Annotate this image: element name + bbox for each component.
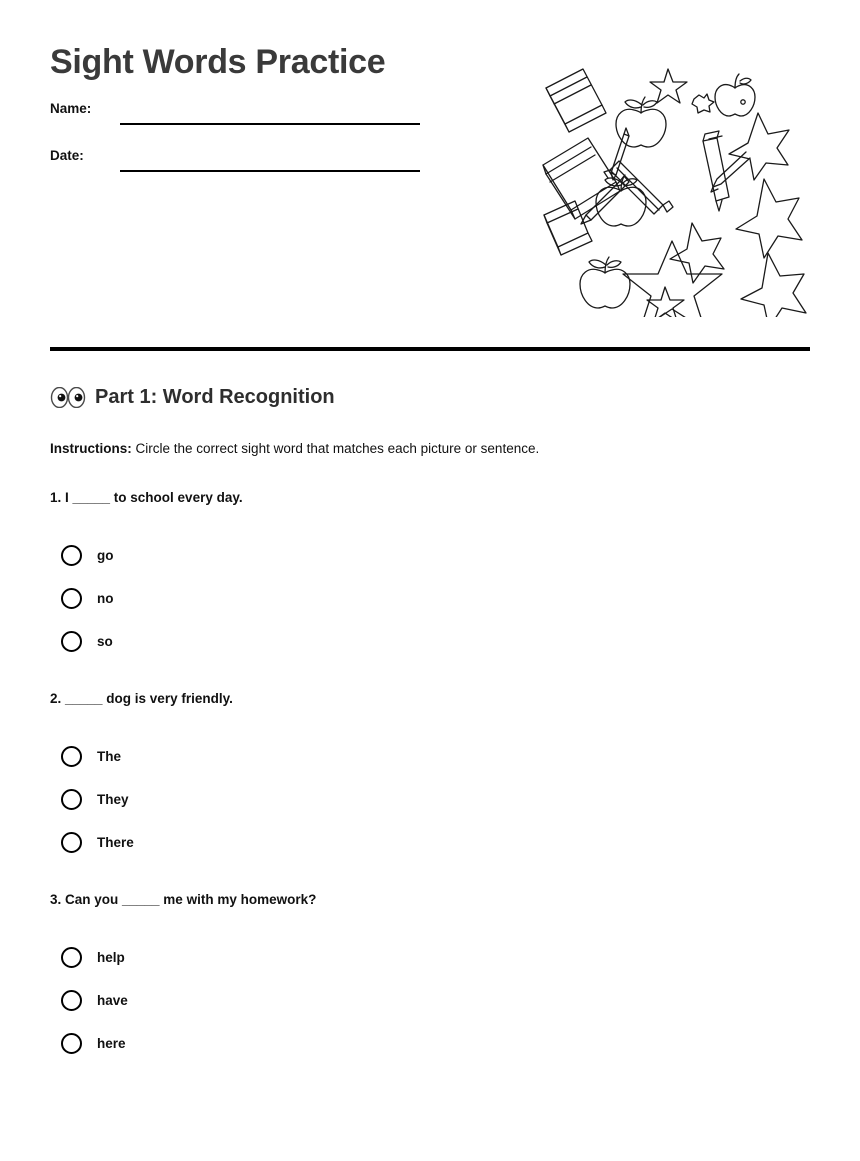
- book-doodle-1: [546, 69, 606, 132]
- worksheet-body: [50, 386, 810, 1077]
- question-spacer: [50, 675, 810, 691]
- star-doodle-3: [711, 113, 789, 192]
- section-divider: [50, 347, 810, 351]
- option-label: They: [97, 791, 129, 807]
- option-circle-icon[interactable]: [61, 789, 82, 810]
- option-circle-icon[interactable]: [61, 832, 82, 853]
- option-row[interactable]: [50, 1022, 810, 1065]
- option-label: here: [97, 1035, 126, 1051]
- star-doodle-4: [736, 179, 802, 258]
- option-label: The: [97, 748, 122, 764]
- apple-doodle-4: [715, 74, 755, 116]
- page-title: Sight Words Practice: [50, 43, 386, 81]
- question-block: [50, 892, 810, 1065]
- option-label: no: [97, 590, 114, 606]
- option-row[interactable]: [50, 534, 810, 577]
- option-circle-icon[interactable]: [61, 545, 82, 566]
- option-label: help: [97, 949, 125, 965]
- star-doodle-7: [741, 253, 806, 317]
- question-text: 3. Can you _____ me with my homework?: [50, 891, 317, 907]
- option-row[interactable]: [50, 735, 810, 778]
- pencil-doodle-1: [611, 128, 629, 180]
- option-circle-icon[interactable]: [61, 990, 82, 1011]
- question-text: 2. _____ dog is very friendly.: [50, 690, 233, 706]
- option-circle-icon[interactable]: [61, 588, 82, 609]
- section-heading-label: Part 1: Word Recognition: [95, 386, 335, 408]
- option-circle-icon[interactable]: [61, 631, 82, 652]
- name-write-in-line[interactable]: [120, 123, 420, 125]
- question-text: 1. I _____ to school every day.: [50, 489, 243, 505]
- option-row[interactable]: [50, 778, 810, 821]
- option-row[interactable]: [50, 821, 810, 864]
- star-doodle-1: [650, 69, 687, 103]
- eyes-icon: [50, 387, 86, 408]
- instructions-lead: Instructions:: [50, 441, 132, 456]
- option-row[interactable]: [50, 979, 810, 1022]
- option-list: [50, 936, 810, 1065]
- option-circle-icon[interactable]: [61, 947, 82, 968]
- name-field-label: Name:: [50, 101, 92, 117]
- star-doodle-6: [623, 241, 722, 317]
- apple-doodle-3: [580, 257, 630, 308]
- option-row[interactable]: [50, 577, 810, 620]
- instructions-text: Circle the correct sight word that matches each picture or sentence.: [135, 441, 540, 456]
- question-block: [50, 691, 810, 864]
- section-heading: [50, 386, 810, 409]
- option-label: so: [97, 633, 113, 649]
- question-block: [50, 490, 810, 663]
- option-label: There: [97, 834, 134, 850]
- apple-doodle-1: [616, 97, 666, 147]
- date-field-label: Date:: [50, 148, 84, 164]
- option-label: have: [97, 992, 128, 1008]
- option-circle-icon[interactable]: [61, 1033, 82, 1054]
- option-list: [50, 735, 810, 864]
- instructions: [50, 440, 810, 459]
- star-doodle-2: [692, 94, 714, 113]
- school-supplies-doodles: [530, 55, 820, 317]
- option-label: go: [97, 547, 114, 563]
- option-row[interactable]: [50, 620, 810, 663]
- date-write-in-line[interactable]: [120, 170, 420, 172]
- option-list: [50, 534, 810, 663]
- option-row[interactable]: [50, 936, 810, 979]
- option-circle-icon[interactable]: [61, 746, 82, 767]
- question-spacer: [50, 876, 810, 892]
